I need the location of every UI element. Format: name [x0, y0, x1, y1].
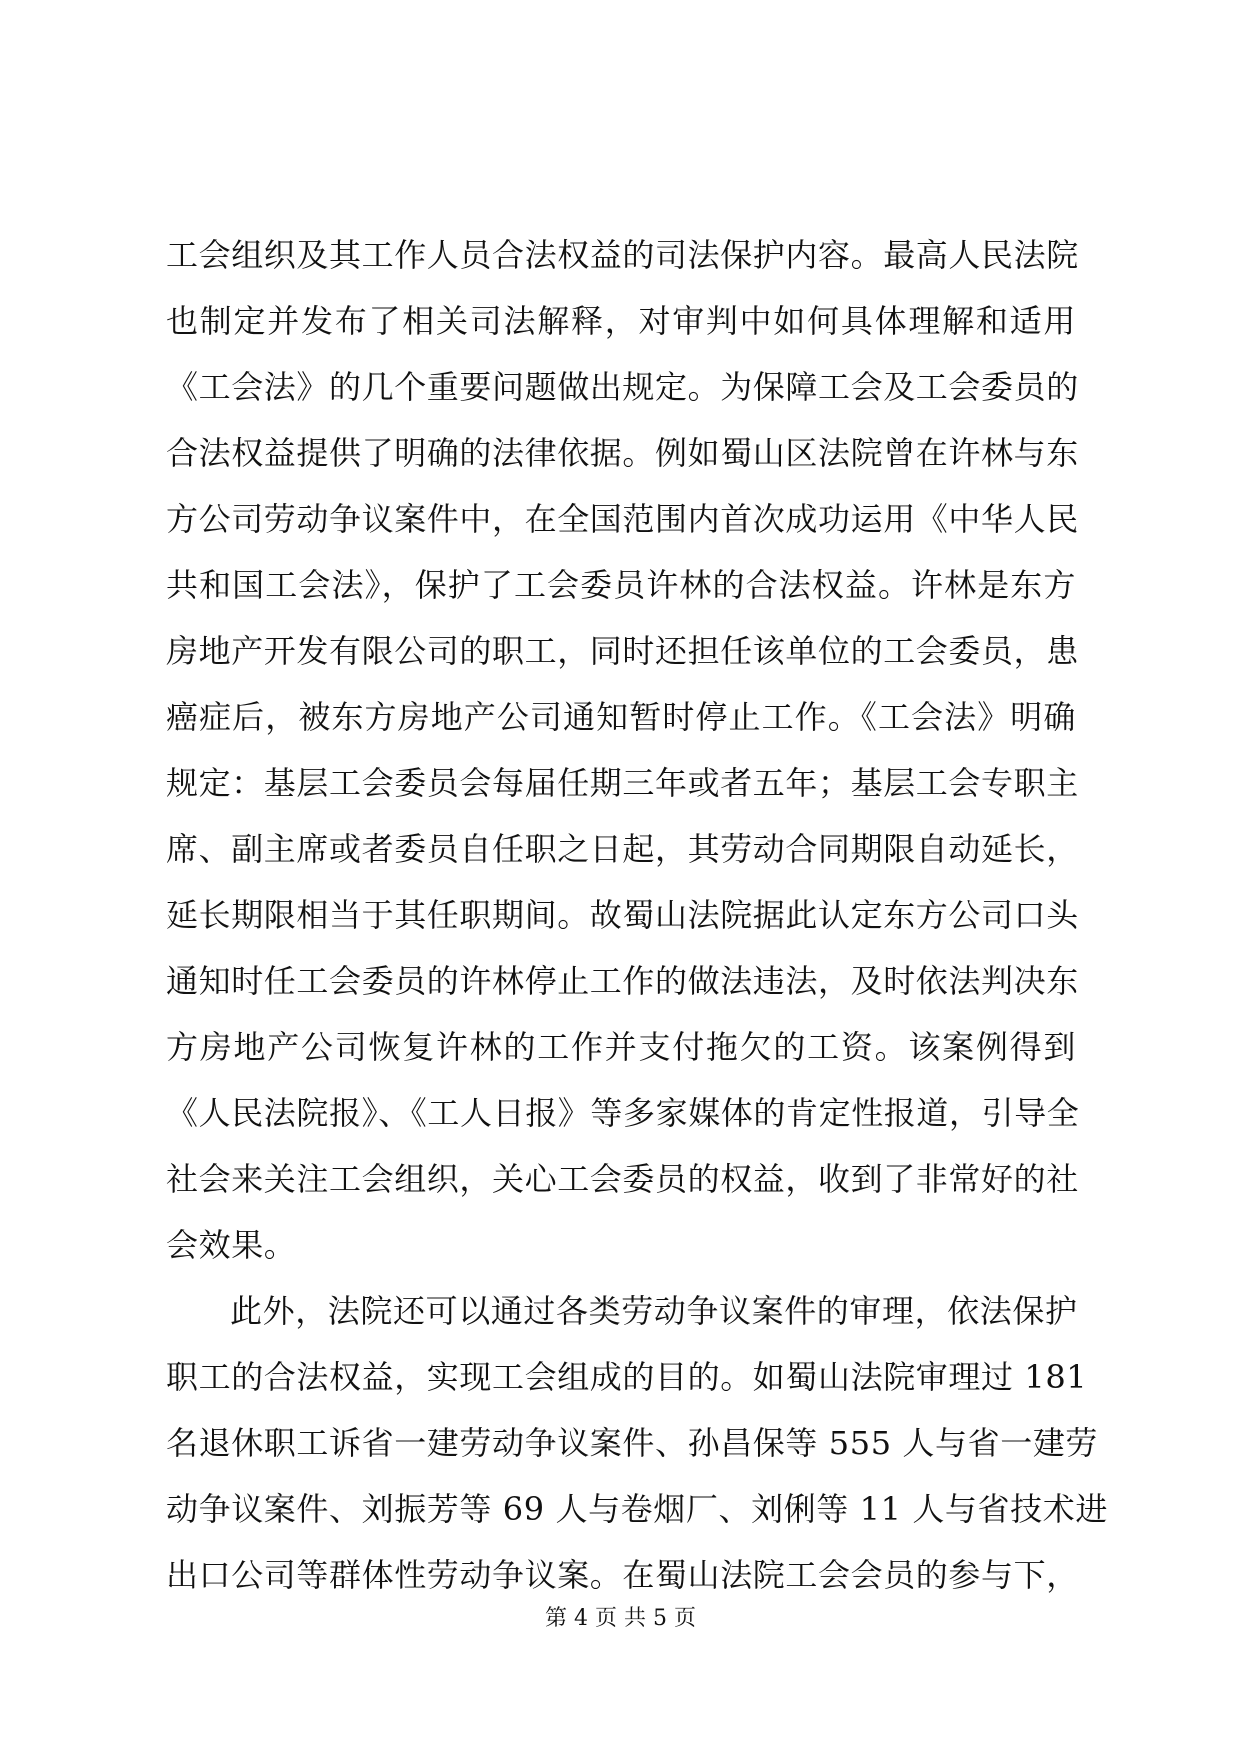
text-line: 出口公司等群体性劳动争议案。在蜀山法院工会会员的参与下， — [166, 1556, 1079, 1594]
text-line: 共和国工会法》，保护了工会委员许林的合法权益。许林是东方 — [166, 566, 1076, 604]
paragraph-first-line: 此外，法院还可以通过各类劳动争议案件的审理，依法保护 — [230, 1292, 1078, 1330]
text-line: 名退休职工诉省一建劳动争议案件、孙昌保等 555 人与省一建劳 — [166, 1424, 1099, 1462]
text-line: 方房地产公司恢复许林的工作并支付拖欠的工资。该案例得到 — [166, 1028, 1076, 1066]
text-line: 会效果。 — [166, 1226, 297, 1264]
text-line: 社会来关注工会组织，关心工会委员的权益，收到了非常好的社 — [166, 1160, 1079, 1198]
text-line: 合法权益提供了明确的法律依据。例如蜀山区法院曾在许林与东 — [166, 434, 1079, 472]
text-line: 方公司劳动争议案件中，在全国范围内首次成功运用《中华人民 — [166, 500, 1079, 538]
text-line: 动争议案件、刘振芳等 69 人与卷烟厂、刘俐等 11 人与省技术进 — [166, 1490, 1108, 1528]
text-line: 通知时任工会委员的许林停止工作的做法违法，及时依法判决东 — [166, 962, 1079, 1000]
page-number-footer: 第 4 页 共 5 页 — [545, 1606, 696, 1631]
text-line: 也制定并发布了相关司法解释，对审判中如何具体理解和适用 — [166, 302, 1076, 340]
text-line: 规定：基层工会委员会每届任期三年或者五年；基层工会专职主 — [166, 764, 1079, 802]
body-text — [166, 222, 1108, 1608]
text-line: 工会组织及其工作人员合法权益的司法保护内容。最高人民法院 — [166, 236, 1079, 274]
text-line: 席、副主席或者委员自任职之日起，其劳动合同期限自动延长， — [166, 830, 1079, 868]
text-line: 癌症后，被东方房地产公司通知暂时停止工作。《工会法》明确 — [166, 698, 1076, 736]
text-line: 房地产开发有限公司的职工，同时还担任该单位的工会委员，患 — [166, 632, 1079, 670]
text-line: 《人民法院报》、《工人日报》等多家媒体的肯定性报道，引导全 — [166, 1094, 1080, 1132]
text-line: 《工会法》的几个重要问题做出规定。为保障工会及工会委员的 — [166, 368, 1079, 406]
text-line: 延长期限相当于其任职期间。故蜀山法院据此认定东方公司口头 — [166, 896, 1079, 934]
text-line: 职工的合法权益，实现工会组成的目的。如蜀山法院审理过 181 — [166, 1358, 1088, 1396]
